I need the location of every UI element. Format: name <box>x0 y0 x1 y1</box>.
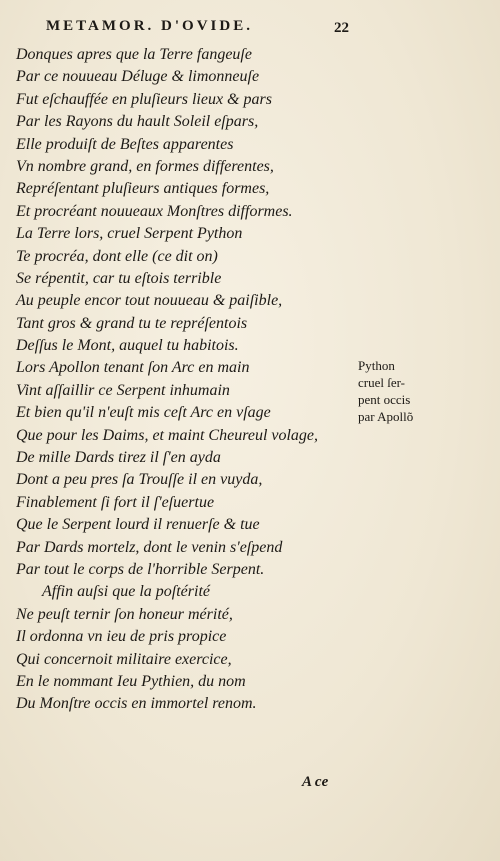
verse-line: Il ordonna vn ieu de pris propice <box>16 628 227 646</box>
verse-line: La Terre lors, cruel Serpent Python <box>16 225 243 243</box>
verse-block <box>16 44 356 716</box>
verse-line: Affin auſsi que la poſtérité <box>42 583 210 601</box>
marginal-note <box>358 357 448 425</box>
verse-line: Et bien qu'il n'euſt mis ceſt Arc en vſage <box>16 404 271 422</box>
verse-line: Repréſentant pluſieurs antiques formes, <box>16 180 270 198</box>
verse-line: Fut eſchauffée en pluſieurs lieux & pars <box>16 90 272 108</box>
verse-line: Se répentit, car tu eſtois terrible <box>16 269 222 287</box>
verse-line: Du Monſtre occis en immortel renom. <box>16 695 257 713</box>
verse-line: Par ce nouueau Déluge & limonneuſe <box>16 68 260 86</box>
verse-line: Que le Serpent lourd il renuerſe & tue <box>16 516 260 534</box>
verse-line: Vn nombre grand, en formes differentes, <box>16 157 274 175</box>
verse-line: De mille Dards tirez il ſ'en ayda <box>16 449 221 467</box>
verse-line: Te procréa, dont elle (ce dit on) <box>16 247 218 265</box>
verse-line: Donques apres que la Terre fangeuſe <box>16 46 252 63</box>
verse-line: Vint aſſaillir ce Serpent inhumain <box>16 381 230 399</box>
verse-line: Ne peuſt ternir ſon honeur mérité, <box>16 605 233 623</box>
marginal-note-line: Python <box>358 358 395 373</box>
verse-line: Et procréant nouueaux Monſtres difformes. <box>16 202 293 220</box>
verse-line: En le nommant Ieu Pythien, du nom <box>16 672 246 690</box>
verse-line: Elle produiſt de Beſtes apparentes <box>16 135 234 153</box>
verse-line: Que pour les Daims, et maint Cheureul volage, <box>16 426 319 444</box>
marginal-note-line: pent occis <box>358 392 411 407</box>
verse-line: Par tout le corps de l'horrible Serpent. <box>16 560 265 578</box>
verse-line: Lors Apollon tenant ſon Arc en main <box>16 359 250 377</box>
verse-line: Au peuple encor tout nouueau & paiſible, <box>16 292 283 310</box>
verse-line: Dont a peu pres ſa Trouſſe il en vuyda, <box>16 471 263 489</box>
verse-line: Par les Rayons du hault Soleil eſpars, <box>16 113 259 131</box>
running-title: METAMOR. D'OVIDE. <box>46 18 253 34</box>
marginal-note-line: cruel ſer- <box>358 375 406 390</box>
verse-line: Deſſus le Mont, auquel tu habitois. <box>16 337 239 355</box>
catchword: A ce <box>302 774 329 790</box>
verse-line: Tant gros & grand tu te repréſentois <box>16 314 248 332</box>
verse-line: Qui concernoit militaire exercice, <box>16 650 232 668</box>
verse-line: Finablement ſi fort il ſ'eſuertue <box>16 493 215 511</box>
page-number: 22 <box>334 20 349 36</box>
verse-line: Par Dards mortelz, dont le venin s'eſpend <box>16 538 283 556</box>
marginal-note-line: par Apollõ <box>358 409 414 424</box>
